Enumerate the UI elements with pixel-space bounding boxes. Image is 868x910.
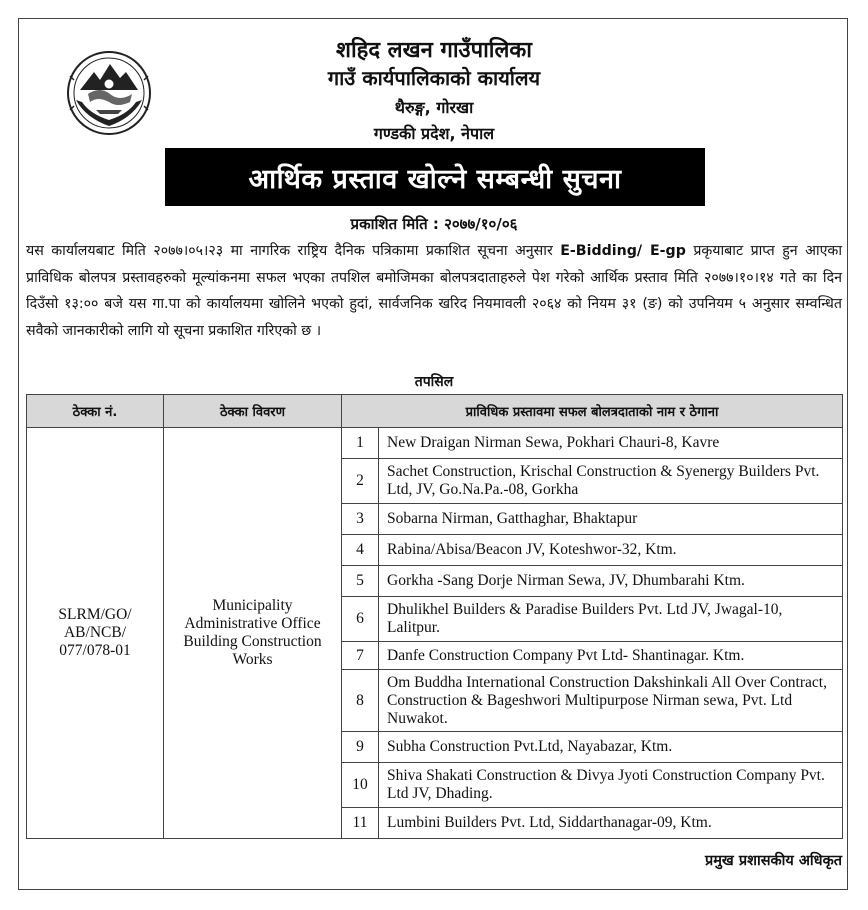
bidder-table [26, 394, 843, 839]
office-address: थैरुङ्ग, गोरखा [394, 98, 474, 117]
row-number: 5 [342, 566, 379, 597]
notice-title-banner [165, 148, 705, 206]
row-number: 1 [342, 428, 379, 459]
schedule-heading: तपसिल [414, 374, 454, 390]
bidder-name: Shiva Shakati Construction & Divya Jyoti Construction Company Pvt. Ltd JV, Dhading. [379, 763, 843, 808]
notice-title: आर्थिक प्रस्ताव खोल्ने सम्बन्धी सुचना [248, 163, 622, 195]
table-row [27, 428, 843, 459]
body-text-2: प्रकृयाबाट प्राप्त हुन आएका प्राविधिक बोलपत्र प्रस्तावहरुको मूल्यांकनमा सफल भएका तपशिल बमोजिमका बोलपत्रदाताहरुले पेश गरेको आर्थिक प्रस्ताव मिति २०७७।१०।१४ गते का दिन दिउँसो १३:०० बजे यस गा.पा को कार्यालयमा खोलिने भएको हुदां, सार्वजनिक खरिद नियमावली २०६४ को नियम ३१ (ङ) को उपनियम ५ अनुसार सम्वन्धित सवैको जानकारीको लागि यो सूचना प्रकाशित गरिएको छ । [26, 243, 843, 339]
office-province: गण्डकी प्रदेश, नेपाल [373, 124, 495, 143]
office-name: शहिद लखन गाउँपालिका [335, 38, 532, 63]
header-contract-desc: ठेक्का विवरण [164, 395, 342, 428]
bidder-name: Danfe Construction Company Pvt Ltd- Shantinagar. Ktm. [379, 642, 843, 670]
published-date: प्रकाशित मिति : २०७७/१०/०६ [350, 215, 518, 233]
row-number: 3 [342, 504, 379, 535]
notice-body [26, 238, 842, 344]
header-contract-no: ठेक्का नं. [27, 395, 164, 428]
row-number: 10 [342, 763, 379, 808]
row-number: 8 [342, 670, 379, 732]
table-body [27, 428, 843, 839]
bidder-name: New Draigan Nirman Sewa, Pokhari Chauri-8, Kavre [379, 428, 843, 459]
table-header-row [27, 395, 843, 428]
row-number: 4 [342, 535, 379, 566]
contract-number: SLRM/GO/ AB/NCB/ 077/078-01 [27, 428, 164, 839]
row-number: 6 [342, 597, 379, 642]
bidder-name: Om Buddha International Construction Dakshinkali All Over Contract, Construction & Bageshwori Multipurpose Nirman sewa, Pvt. Ltd Nuwakot. [379, 670, 843, 732]
header-bidders: प्राविधिक प्रस्तावमा सफल बोलत्रदाताको नाम र ठेगाना [342, 395, 843, 428]
contract-description: Municipality Administrative Office Building Construction Works [164, 428, 342, 839]
bidder-name: Lumbini Builders Pvt. Ltd, Siddarthanagar-09, Ktm. [379, 808, 843, 839]
body-bold-ebidding: E-Bidding/ E-gp [560, 243, 686, 259]
signatory-title: प्रमुख प्रशासकीय अधिकृत [705, 853, 842, 869]
row-number: 7 [342, 642, 379, 670]
bidder-name: Sobarna Nirman, Gatthaghar, Bhaktapur [379, 504, 843, 535]
row-number: 9 [342, 732, 379, 763]
bidder-name: Subha Construction Pvt.Ltd, Nayabazar, Ktm. [379, 732, 843, 763]
bidder-name: Gorkha -Sang Dorje Nirman Sewa, JV, Dhumbarahi Ktm. [379, 566, 843, 597]
body-text-1: यस कार्यालयबाट मिति २०७७।०५।२३ मा नागरिक राष्ट्रिय दैनिक पत्रिकामा प्रकाशित सूचना अनुसार [26, 243, 561, 259]
bidder-name: Rabina/Abisa/Beacon JV, Koteshwor-32, Ktm. [379, 535, 843, 566]
bidder-name: Dhulikhel Builders & Paradise Builders Pvt. Ltd JV, Jwagal-10, Lalitpur. [379, 597, 843, 642]
row-number: 11 [342, 808, 379, 839]
bidder-name: Sachet Construction, Krischal Construction & Syenergy Builders Pvt. Ltd, JV, Go.Na.Pa.-08, Gorkha [379, 459, 843, 504]
row-number: 2 [342, 459, 379, 504]
office-subtitle: गाउँ कार्यपालिकाको कार्यालय [327, 66, 541, 90]
